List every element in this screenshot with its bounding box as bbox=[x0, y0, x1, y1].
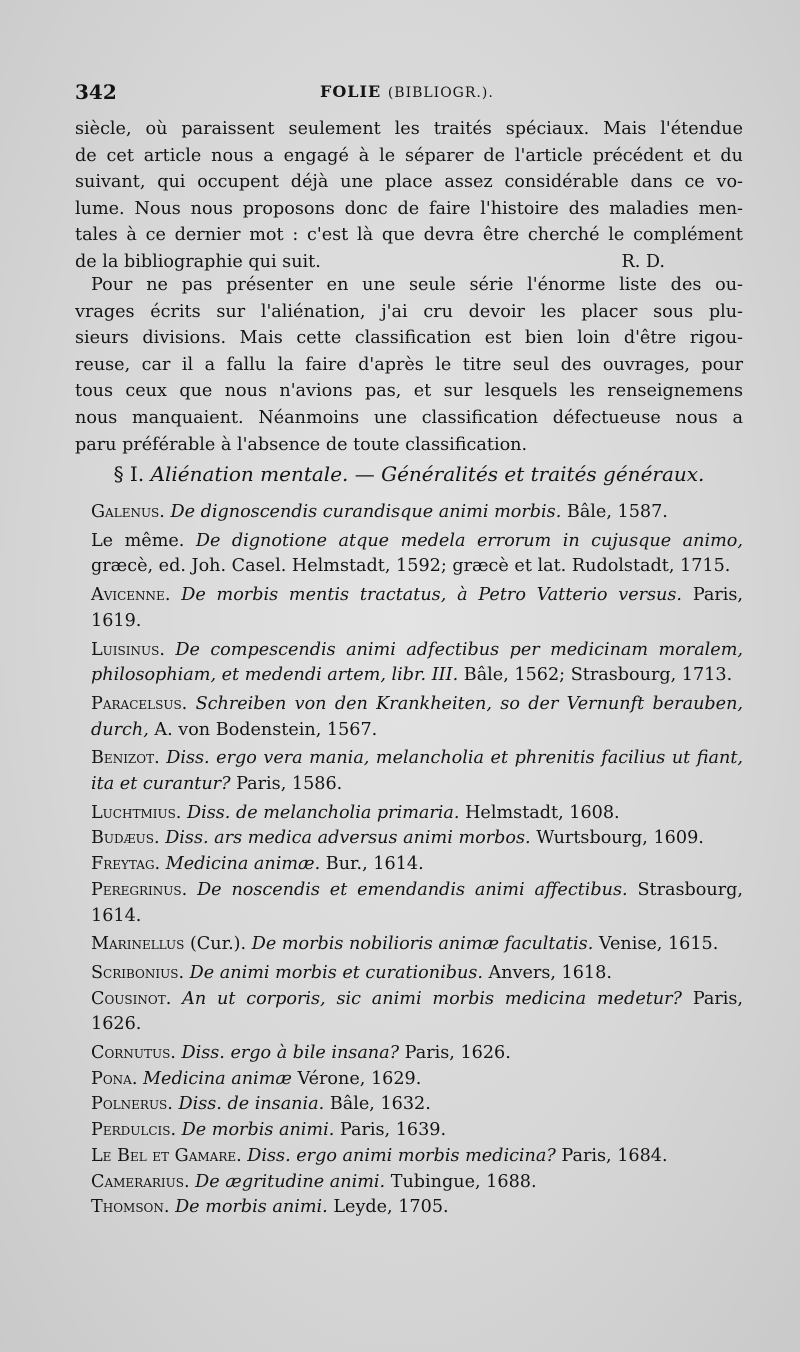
entry-publication: Leyde, 1705. bbox=[333, 1197, 449, 1218]
bibliography-entry bbox=[75, 826, 743, 852]
text-line: paru préférable à l'absence de toute classification. bbox=[75, 434, 528, 455]
entry-title: Diss. ergo vera mania, melancholia et phrenitis facilius ut fiant, ita et curantur? bbox=[91, 748, 744, 795]
text-line: tous ceux que nous n'avions pas, et sur lesquels les renseignemens bbox=[75, 381, 743, 402]
entry-publication: Strasbourg, 1614. bbox=[91, 879, 743, 926]
text-line: sieurs divisions. Mais cette classification est bien loin d'être rigou- bbox=[75, 328, 743, 349]
text-line: vrages écrits sur l'aliénation, j'ai cru devoir les placer sous plu- bbox=[75, 301, 743, 322]
entry-title: Diss. de insania. bbox=[178, 1094, 325, 1115]
entry-title: Medicina animæ bbox=[143, 1068, 292, 1089]
entry-publication: Bâle, 1587. bbox=[566, 502, 668, 522]
bibliography-entry bbox=[75, 583, 743, 634]
entry-title: De ægritudine animi. bbox=[195, 1171, 386, 1192]
bibliography-entry bbox=[75, 1144, 743, 1170]
bibliography-entry bbox=[75, 1118, 743, 1144]
bibliography-entry bbox=[75, 932, 743, 958]
entry-author: Peregrinus. bbox=[91, 879, 188, 900]
entry-author: Avicenne. bbox=[91, 585, 171, 606]
entry-title: An ut corporis, sic animi morbis medicina medetur? bbox=[182, 988, 682, 1009]
entry-title: De morbis mentis tractatus, à Petro Vatterio versus. bbox=[181, 585, 683, 606]
entry-publication: Paris, 1639. bbox=[339, 1120, 447, 1141]
entry-title: De dignotione atque medela errorum in cujusque animo, bbox=[195, 530, 743, 551]
page-header bbox=[75, 80, 745, 106]
text-line: siècle, où paraissent seulement les traités spéciaux. Mais l'étendue bbox=[75, 119, 743, 139]
entry-title: De compescendis animi adfectibus per medicinam moralem, philosophiam, et medendi artem, libr. III. bbox=[91, 639, 743, 686]
bibliography-entry bbox=[75, 746, 743, 797]
note-paragraph bbox=[75, 272, 743, 458]
entry-author: Budæus. bbox=[91, 828, 160, 849]
text-line: de la bibliographie qui suit. bbox=[75, 251, 321, 272]
bibliography-entry bbox=[75, 1170, 743, 1196]
entry-lead: Le même. bbox=[91, 530, 185, 551]
bibliography-entry bbox=[75, 638, 743, 689]
running-head-main: FOLIE bbox=[320, 82, 382, 101]
entry-author: Polnerus. bbox=[91, 1094, 173, 1115]
bibliography-entry bbox=[75, 692, 743, 743]
intro-paragraph bbox=[75, 116, 743, 276]
entry-title: De morbis animi. bbox=[181, 1120, 335, 1141]
entry-publication: Tubingue, 1688. bbox=[390, 1171, 537, 1192]
entry-title: Diss. de melancholia primaria. bbox=[187, 802, 460, 823]
entry-title: Schreiben von den Krankheiten, so der Vernunft berauben, durch, bbox=[91, 693, 744, 740]
entry-title: De dignoscendis curandisque animi morbis. bbox=[170, 502, 562, 522]
bibliography-entry bbox=[75, 529, 743, 580]
entry-publication: Helmstadt, 1608. bbox=[465, 802, 620, 823]
section-heading bbox=[75, 462, 743, 486]
section-number: § I. bbox=[113, 462, 145, 486]
bibliography-entry bbox=[75, 878, 743, 929]
text-line: lume. Nous nous proposons donc de faire l'histoire des maladies men- bbox=[75, 198, 743, 219]
entry-author: Luisinus. bbox=[91, 639, 165, 660]
entry-author: Thomson. bbox=[91, 1197, 170, 1218]
entry-publication: Venise, 1615. bbox=[598, 934, 719, 955]
text-line: Pour ne pas présenter en une seule série l'énorme liste des ou- bbox=[91, 275, 743, 295]
entry-publication: Anvers, 1618. bbox=[488, 962, 612, 983]
entry-publication: Vérone, 1629. bbox=[297, 1068, 422, 1089]
page-number: 342 bbox=[75, 80, 117, 104]
entry-title: De animi morbis et curationibus. bbox=[189, 962, 483, 983]
text-line: nous manquaient. Néanmoins une classification défectueuse nous a bbox=[75, 407, 743, 428]
entry-author: Paracelsus. bbox=[91, 693, 188, 714]
entry-title: De morbis nobilioris animæ facultatis. bbox=[251, 934, 594, 955]
entry-publication: Bâle, 1632. bbox=[329, 1094, 431, 1115]
text-line: suivant, qui occupent déjà une place assez considérable dans ce vo- bbox=[75, 172, 743, 193]
bibliography-entry bbox=[75, 1041, 743, 1067]
entry-publication: græcè, ed. Joh. Casel. Helmstadt, 1592; græcè et lat. Rudolstadt, 1715. bbox=[91, 556, 731, 577]
entry-title: De morbis animi. bbox=[175, 1197, 328, 1218]
running-head bbox=[320, 82, 494, 101]
entry-title: De noscendis et emendandis animi affectibus. bbox=[197, 879, 628, 900]
entry-publication: Bur., 1614. bbox=[325, 854, 424, 875]
bibliography-entry bbox=[75, 801, 743, 827]
text-line: de cet article nous a engagé à le séparer de l'article précédent et du bbox=[75, 145, 743, 166]
entry-publication: Paris, 1626. bbox=[404, 1043, 511, 1064]
text-line: tales à ce dernier mot : c'est là que devra être cherché le complément bbox=[75, 225, 743, 246]
entry-publication: Paris, 1586. bbox=[236, 774, 343, 795]
bibliography-entry bbox=[75, 1067, 743, 1093]
entry-title: Diss. ars medica adversus animi morbos. bbox=[165, 828, 531, 849]
bibliography-entry bbox=[75, 987, 743, 1038]
entry-title: Diss. ergo animi morbis medicina? bbox=[247, 1145, 556, 1166]
author-signature: R. D. bbox=[621, 251, 665, 272]
entry-author: Galenus. bbox=[91, 502, 165, 522]
bibliography-entry bbox=[75, 961, 743, 987]
entry-author: Freytag. bbox=[91, 854, 161, 875]
entry-author: Le Bel et Gamare. bbox=[91, 1145, 242, 1166]
text-line: reuse, car il a fallu la faire d'après le titre seul des ouvrages, pour bbox=[75, 354, 743, 375]
entry-author: Camerarius. bbox=[91, 1171, 190, 1192]
running-head-sub: (BIBLIOGR.). bbox=[387, 85, 494, 101]
bibliography-entry bbox=[75, 1195, 743, 1221]
entry-author: Scribonius. bbox=[91, 962, 185, 983]
bibliography-list bbox=[75, 500, 743, 1221]
bibliography-entry bbox=[75, 500, 743, 526]
entry-publication: Paris, 1626. bbox=[91, 988, 744, 1035]
entry-author: Cousinot. bbox=[91, 988, 172, 1009]
entry-author: Perdulcis. bbox=[91, 1120, 177, 1141]
entry-publication: Paris, 1619. bbox=[91, 585, 744, 631]
entry-author: Luchtmius. bbox=[91, 802, 182, 823]
entry-publication: Wurtsbourg, 1609. bbox=[536, 828, 704, 849]
entry-author: Marinellus bbox=[91, 934, 185, 955]
entry-title: Medicina animæ. bbox=[165, 854, 321, 875]
section-title: Aliénation mentale. — Généralités et traités généraux. bbox=[150, 462, 705, 486]
entry-publication: Bâle, 1562; Strasbourg, 1713. bbox=[463, 665, 733, 686]
entry-author: Pona. bbox=[91, 1068, 138, 1089]
entry-author: Benizot. bbox=[91, 748, 160, 769]
entry-lead: (Cur.). bbox=[189, 934, 247, 955]
entry-publication: A. von Bodenstein, 1567. bbox=[154, 719, 378, 740]
bibliography-entry bbox=[75, 1092, 743, 1118]
entry-title: Diss. ergo à bile insana? bbox=[181, 1043, 400, 1064]
entry-publication: Paris, 1684. bbox=[561, 1145, 668, 1166]
bibliography-entry bbox=[75, 852, 743, 878]
entry-author: Cornutus. bbox=[91, 1043, 176, 1064]
